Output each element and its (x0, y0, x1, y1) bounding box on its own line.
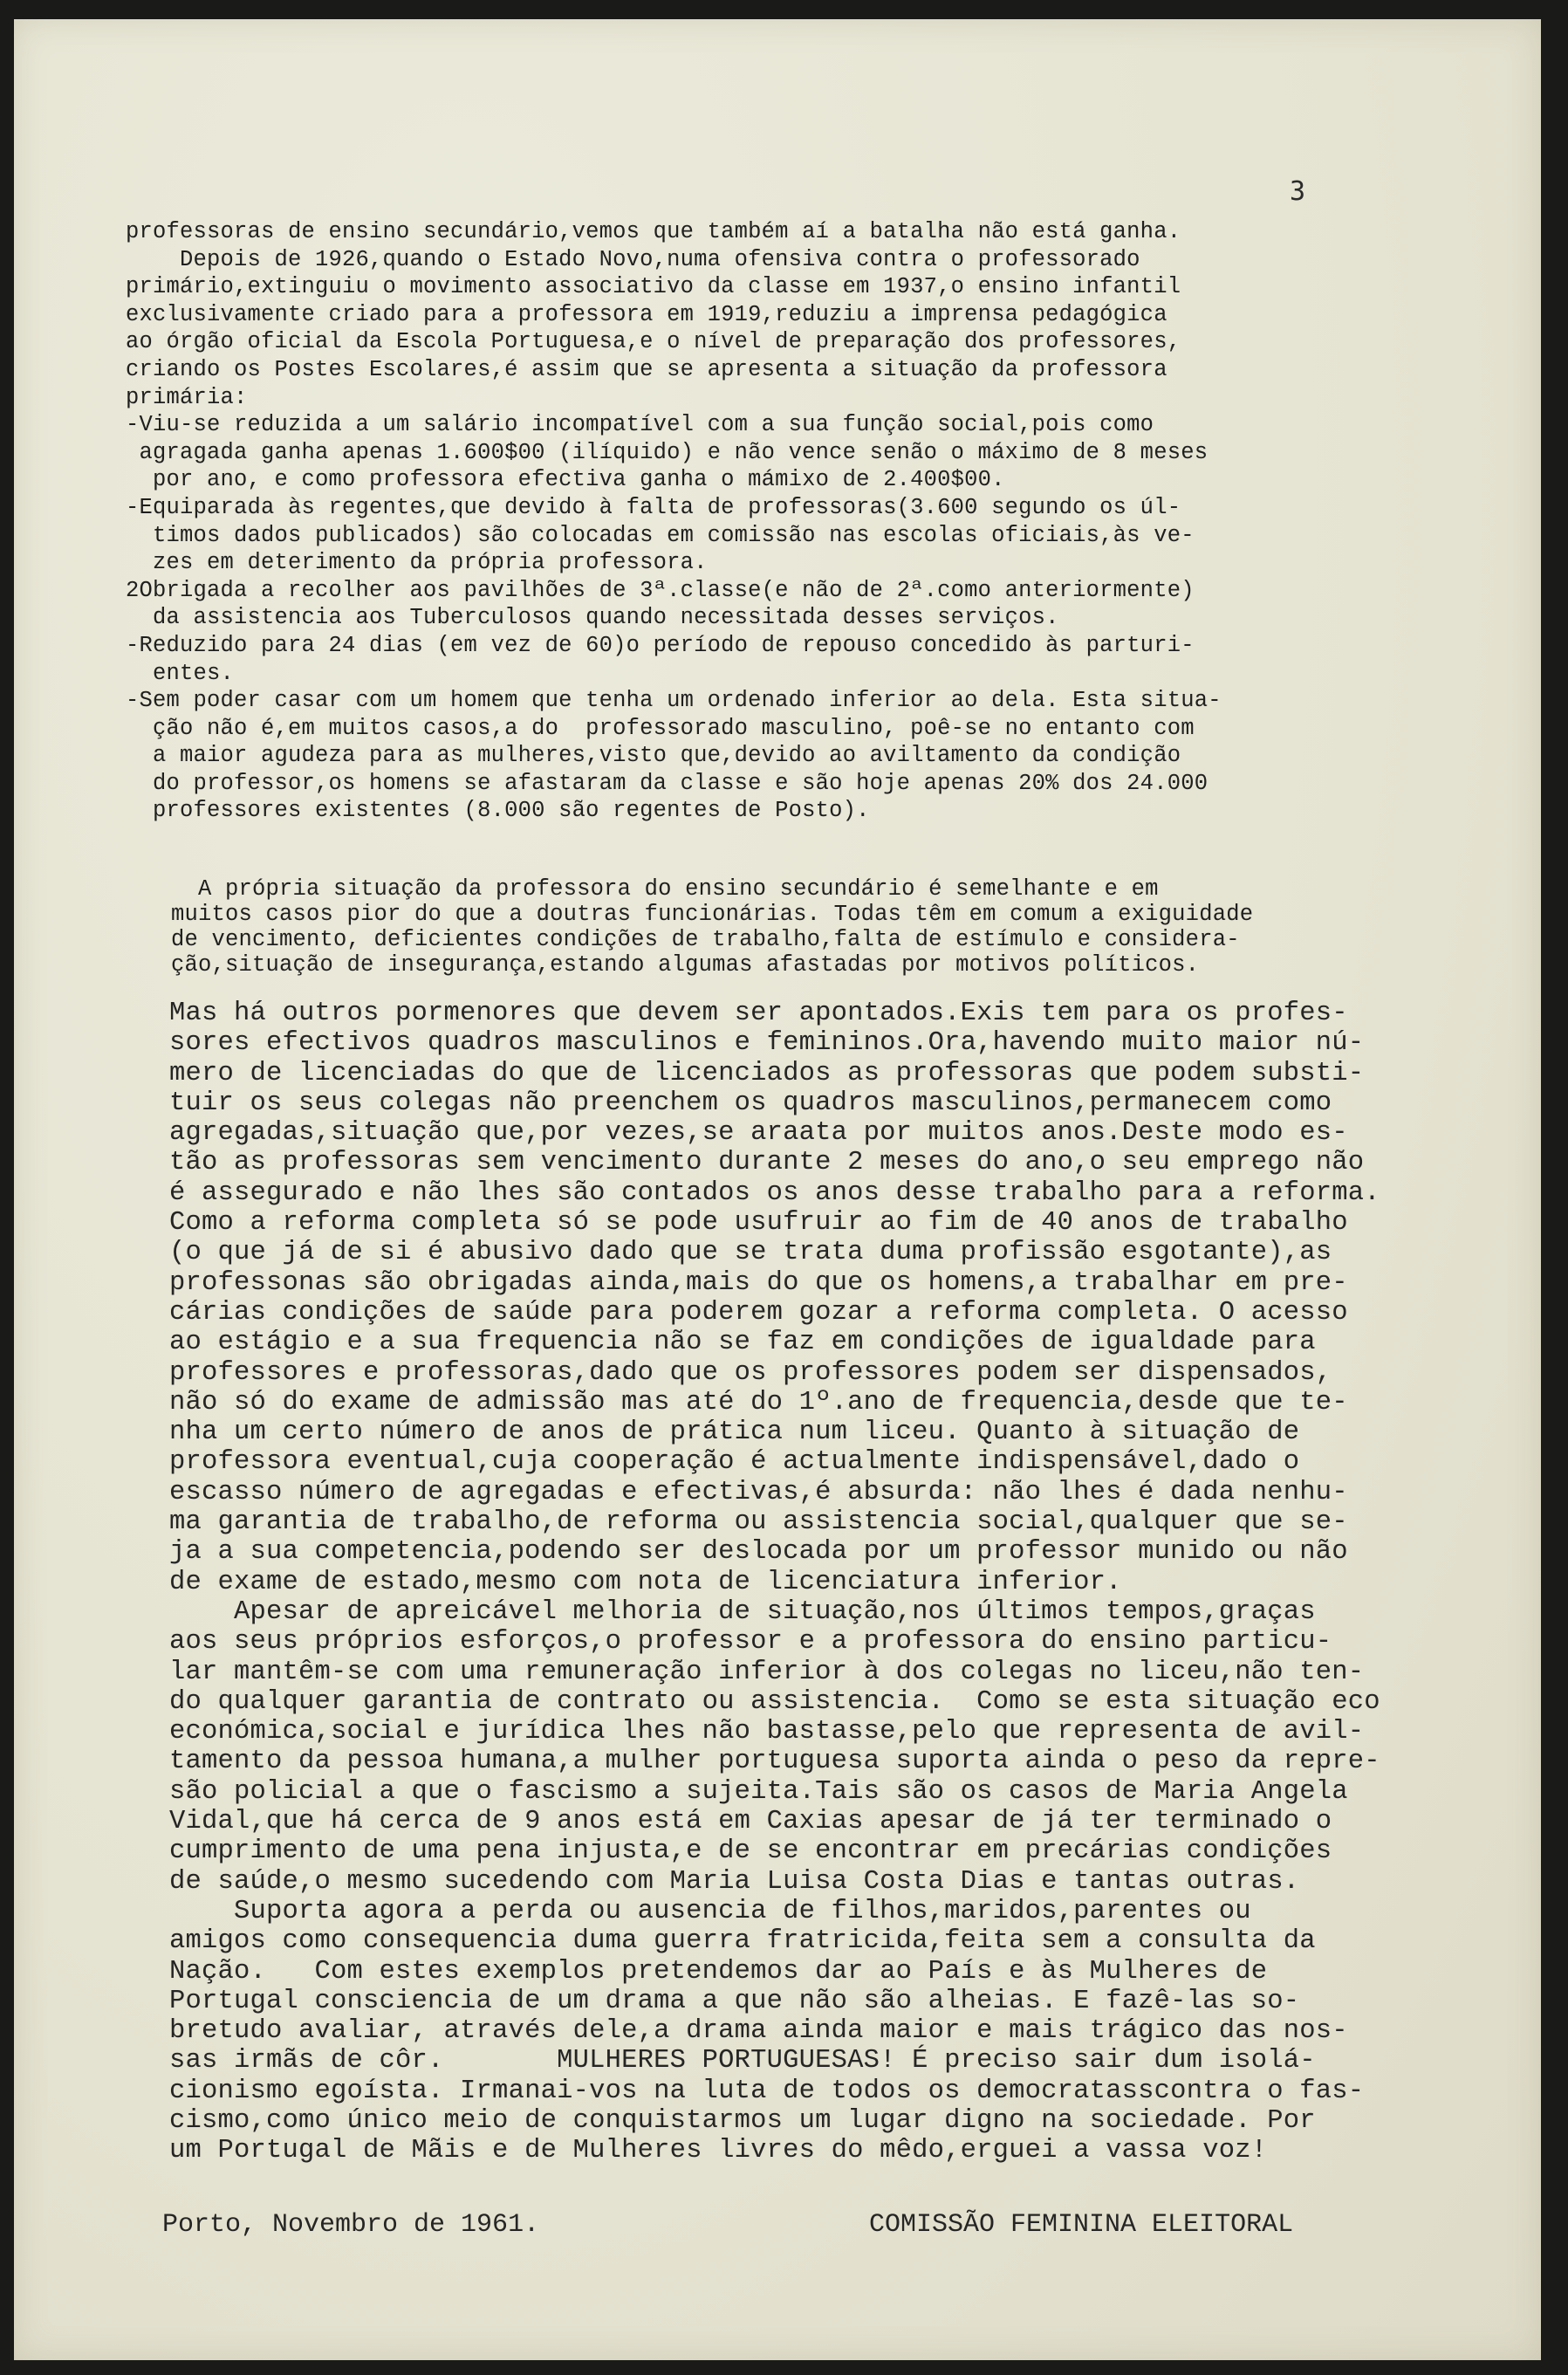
paragraph-details (169, 999, 1380, 2166)
paragraph-primary-teachers (126, 218, 1222, 825)
text-line: mero de licenciadas do que de licenciados as professoras que podem substi- (169, 1058, 1365, 1088)
text-line: professora eventual,cuja cooperação é actualmente indispensável,dado o (169, 1447, 1300, 1478)
signature-organization: COMISSÃO FEMININA ELEITORAL (869, 2210, 1294, 2240)
text-line: A própria situação da professora do ensino secundário é semelhante e em (171, 876, 1159, 902)
text-line: do professor,os homens se afastaram da classe e são hoje apenas 20% dos 24.000 (126, 770, 1209, 796)
document-page (14, 19, 1541, 2360)
text-line: entes. (126, 660, 235, 686)
text-line: a maior agudeza para as mulheres,visto que,devido ao aviltamento da condição (126, 743, 1181, 769)
text-line: um Portugal de Mãis e de Mulheres livres do mêdo,erguei a vassa voz! (169, 2136, 1268, 2166)
text-line: económica,social e jurídica lhes não bastasse,pelo que representa de avil- (169, 1717, 1365, 1747)
text-line: de exame de estado,mesmo com nota de licenciatura inferior. (169, 1567, 1122, 1597)
text-line: Suporta agora a perda ou ausencia de filhos,maridos,parentes ou (169, 1896, 1251, 1926)
text-line: professonas são obrigadas ainda,mais do que os homens,a trabalhar em pre- (169, 1267, 1348, 1298)
text-line: -Sem poder casar com um homem que tenha um ordenado inferior ao dela. Esta situa- (126, 688, 1222, 714)
text-line: Apesar de apreicável melhoria de situação,nos últimos tempos,graças (169, 1596, 1316, 1627)
text-line: cárias condições de saúde para poderem gozar a reforma completa. O acesso (169, 1297, 1348, 1328)
text-line: amigos como consequencia duma guerra fratricida,feita sem a consulta da (169, 1926, 1316, 1957)
text-line: (o que já de si é abusivo dado que se trata duma profissão esgotante),as (169, 1238, 1332, 1268)
text-line: cumprimento de uma pena injusta,e de se encontrar em precárias condições (169, 1836, 1332, 1867)
text-line: criando os Postes Escolares,é assim que se apresenta a situação da professora (126, 356, 1167, 382)
text-line: -Viu-se reduzida a um salário incompatível com a sua função social,pois como (126, 412, 1154, 438)
text-line: não só do exame de admissão mas até do 1º.ano de frequencia,desde que te- (169, 1387, 1348, 1417)
text-line: Nação. Com estes exemplos pretendemos dar ao País e às Mulheres de (169, 1956, 1268, 1987)
text-line: zes em deterimento da própria professora. (126, 550, 708, 576)
text-line: Portugal consciencia de um drama a que não são alheias. E fazê-las so- (169, 1986, 1300, 2016)
text-line: Como a reforma completa só se pode usufruir ao fim de 40 anos de trabalho (169, 1208, 1348, 1239)
paragraph-secondary-teachers (171, 876, 1253, 978)
text-line: ao órgão oficial da Escola Portuguesa,e o nível de preparação dos professores, (126, 329, 1181, 355)
text-line: primária: (126, 384, 248, 410)
text-line: ao estágio e a sua frequencia não se faz em condições de igualdade para (169, 1328, 1316, 1358)
text-line: professoras de ensino secundário,vemos que também aí a batalha não está ganha. (126, 219, 1181, 244)
text-line: ja a sua competencia,podendo ser deslocada por um professor munido ou não (169, 1537, 1348, 1568)
text-line: escasso número de agregadas e efectivas,é absurda: não lhes é dada nenhu- (169, 1477, 1348, 1507)
text-line: nha um certo número de anos de prática num liceu. Quanto à situação de (169, 1417, 1300, 1448)
text-line: lar mantêm-se com uma remuneração inferior à dos colegas no liceu,não ten- (169, 1657, 1365, 1687)
text-line: tão as professoras sem vencimento durante 2 meses do ano,o seu emprego não (169, 1148, 1365, 1178)
text-line: do qualquer garantia de contrato ou assistencia. Como se esta situação eco (169, 1686, 1380, 1717)
text-line: Mas há outros pormenores que devem ser apontados.Exis tem para os profes- (169, 999, 1348, 1028)
text-line: ção,situação de insegurança,estando algumas afastadas por motivos políticos. (171, 952, 1200, 978)
text-line: tuir os seus colegas não preenchem os quadros masculinos,permanecem como (169, 1088, 1332, 1118)
text-line: -Reduzido para 24 dias (em vez de 60)o período de repouso concedido às parturi- (126, 632, 1195, 658)
text-line: são policial a que o fascismo a sujeita.Tais são os casos de Maria Angela (169, 1776, 1348, 1807)
page-number: 3 (1290, 176, 1306, 207)
text-line: de vencimento, deficientes condições de trabalho,falta de estímulo e considera- (171, 927, 1240, 952)
text-line: primário,extinguiu o movimento associativo da classe em 1937,o ensino infantil (126, 274, 1181, 300)
text-line: sores efectivos quadros masculinos e femininos.Ora,havendo muito maior nú- (169, 1028, 1365, 1059)
text-line: da assistencia aos Tuberculosos quando necessitada desses serviços. (126, 605, 1059, 631)
text-line: ma garantia de trabalho,de reforma ou assistencia social,qualquer que se- (169, 1507, 1348, 1538)
text-line: agregadas,situação que,por vezes,se araata por muitos anos.Deste modo es- (169, 1118, 1348, 1149)
signature-place-date: Porto, Novembro de 1961. (162, 2210, 540, 2240)
text-line: de saúde,o mesmo sucedendo com Maria Luisa Costa Dias e tantas outras. (169, 1866, 1300, 1897)
text-line: agragada ganha apenas 1.600$00 (ilíquido) e não vence senão o máximo de 8 meses (126, 439, 1209, 465)
text-line: professores existentes (8.000 são regentes de Posto). (126, 798, 870, 824)
text-line: cionismo egoísta. Irmanai-vos na luta de todos os democratasscontra o fas- (169, 2076, 1365, 2106)
text-line: Depois de 1926,quando o Estado Novo,numa ofensiva contra o professorado (126, 246, 1140, 272)
text-line: por ano, e como professora efectiva ganha o mámixo de 2.400$00. (126, 467, 1005, 493)
text-line: -Equiparada às regentes,que devido à falta de professoras(3.600 segundo os úl- (126, 494, 1181, 520)
text-line: é assegurado e não lhes são contados os anos desse trabalho para a reforma. (169, 1177, 1380, 1208)
text-line: cismo,como único meio de conquistarmos um lugar digno na sociedade. Por (169, 2105, 1316, 2136)
text-line: 2Obrigada a recolher aos pavilhões de 3ª.classe(e não de 2ª.como anteriormente) (126, 577, 1195, 603)
text-line: professores e professoras,dado que os professores podem ser dispensados, (169, 1357, 1332, 1388)
text-line: exclusivamente criado para a professora em 1919,reduziu a imprensa pedagógica (126, 301, 1167, 327)
text-line: sas irmãs de côr. MULHERES PORTUGUESAS! É preciso sair dum isolá- (169, 2046, 1316, 2076)
text-line: ção não é,em muitos casos,a do professorado masculino, poê-se no entanto com (126, 715, 1195, 741)
text-line: aos seus próprios esforços,o professor e a professora do ensino particu- (169, 1627, 1332, 1658)
text-line: muitos casos pior do que a doutras funcionárias. Todas têm em comum a exiguidade (171, 902, 1254, 927)
text-line: bretudo avaliar, através dele,a drama ainda maior e mais trágico das nos- (169, 2016, 1348, 2047)
text-line: timos dados publicados) são colocadas em comissão nas escolas oficiais,às ve- (126, 522, 1195, 548)
text-line: Vidal,que há cerca de 9 anos está em Caxias apesar de já ter terminado o (169, 1807, 1332, 1837)
text-line: tamento da pessoa humana,a mulher portuguesa suporta ainda o peso da repre- (169, 1747, 1380, 1777)
